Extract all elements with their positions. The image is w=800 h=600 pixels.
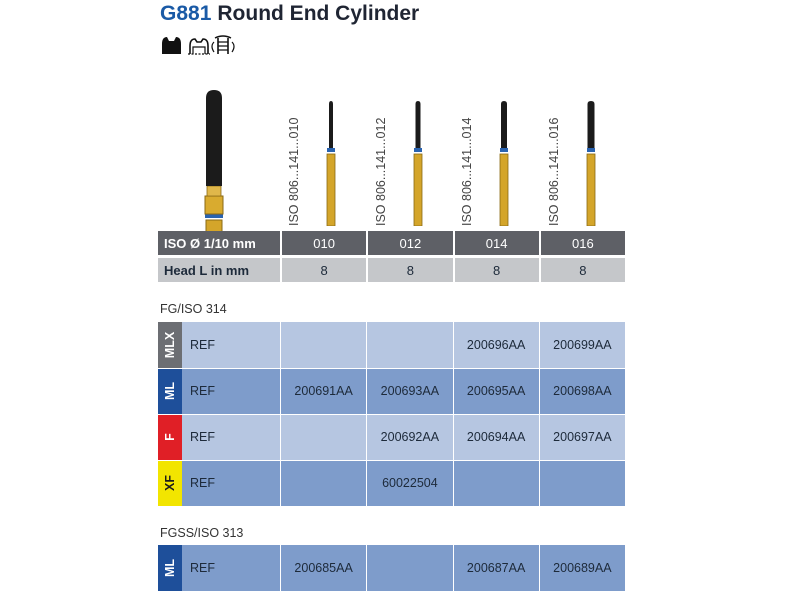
iso-diameter-label: ISO Ø 1/10 mm	[164, 235, 256, 251]
ref-cell	[366, 322, 452, 368]
grit-band-ml: ML	[158, 368, 182, 414]
iso-value: 016	[539, 231, 625, 255]
iso-value: 010	[280, 231, 366, 255]
grit-band-f: F	[158, 414, 182, 460]
ref-cell: 200697AA	[539, 414, 625, 460]
iso-label-012: ISO 806...141...012	[374, 117, 388, 226]
bridge-prep-icon	[188, 39, 210, 54]
head-length-row	[158, 258, 625, 282]
ref-cell: 200689AA	[539, 545, 625, 591]
grit-band-ml: ML	[158, 545, 182, 591]
ref-cell: 200694AA	[453, 414, 539, 460]
ref-cell: 200687AA	[453, 545, 539, 591]
ref-label: REF	[182, 322, 280, 368]
row-divider	[158, 414, 625, 415]
ref-cell: 200685AA	[280, 545, 366, 591]
head-length-label: Head L in mm	[164, 262, 250, 278]
ref-cell	[453, 460, 539, 506]
bur-016-illustration	[582, 100, 600, 226]
head-length-value: 8	[280, 258, 366, 282]
iso-label-014: ISO 806...141...014	[460, 117, 474, 226]
iso-diameter-row	[158, 231, 625, 255]
product-name: Round End Cylinder	[217, 2, 420, 25]
fg-section-title: FG/ISO 314	[160, 302, 227, 316]
fg-product-table	[158, 322, 625, 506]
implant-prep-icon	[212, 36, 234, 54]
ref-label: REF	[182, 414, 280, 460]
iso-label-016: ISO 806...141...016	[547, 117, 561, 226]
iso-value: 012	[366, 231, 452, 255]
ref-cell	[280, 322, 366, 368]
ref-cell: 200691AA	[280, 368, 366, 414]
grit-band-xf: XF	[158, 460, 182, 506]
bur-012-illustration	[409, 100, 427, 226]
fgss-product-table	[158, 545, 625, 591]
table-row	[158, 322, 625, 368]
page-title	[160, 2, 419, 26]
row-divider	[158, 460, 625, 461]
ref-label: REF	[182, 545, 280, 591]
ref-cell: 200692AA	[366, 414, 452, 460]
bur-large-illustration	[192, 88, 236, 236]
ref-cell	[539, 460, 625, 506]
fgss-section-title: FGSS/ISO 313	[160, 526, 244, 540]
ref-label: REF	[182, 460, 280, 506]
ref-cell: 200699AA	[539, 322, 625, 368]
ref-cell	[366, 545, 452, 591]
row-divider	[158, 368, 625, 369]
iso-label-010: ISO 806...141...010	[287, 117, 301, 226]
iso-value: 014	[453, 231, 539, 255]
usage-icons	[160, 34, 255, 56]
product-code: G881	[160, 2, 212, 25]
head-length-value: 8	[366, 258, 452, 282]
ref-cell: 200696AA	[453, 322, 539, 368]
ref-cell: 60022504	[366, 460, 452, 506]
table-row	[158, 414, 625, 460]
ref-cell: 200693AA	[366, 368, 452, 414]
ref-cell	[280, 414, 366, 460]
crown-prep-icon	[162, 37, 181, 54]
bur-014-illustration	[495, 100, 513, 226]
head-length-value: 8	[453, 258, 539, 282]
grit-band-mlx: MLX	[158, 322, 182, 368]
ref-label: REF	[182, 368, 280, 414]
bur-010-illustration	[322, 100, 340, 226]
table-row	[158, 460, 625, 506]
ref-cell: 200698AA	[539, 368, 625, 414]
ref-cell: 200695AA	[453, 368, 539, 414]
table-row	[158, 368, 625, 414]
ref-cell	[280, 460, 366, 506]
table-row	[158, 545, 625, 591]
head-length-value: 8	[539, 258, 625, 282]
